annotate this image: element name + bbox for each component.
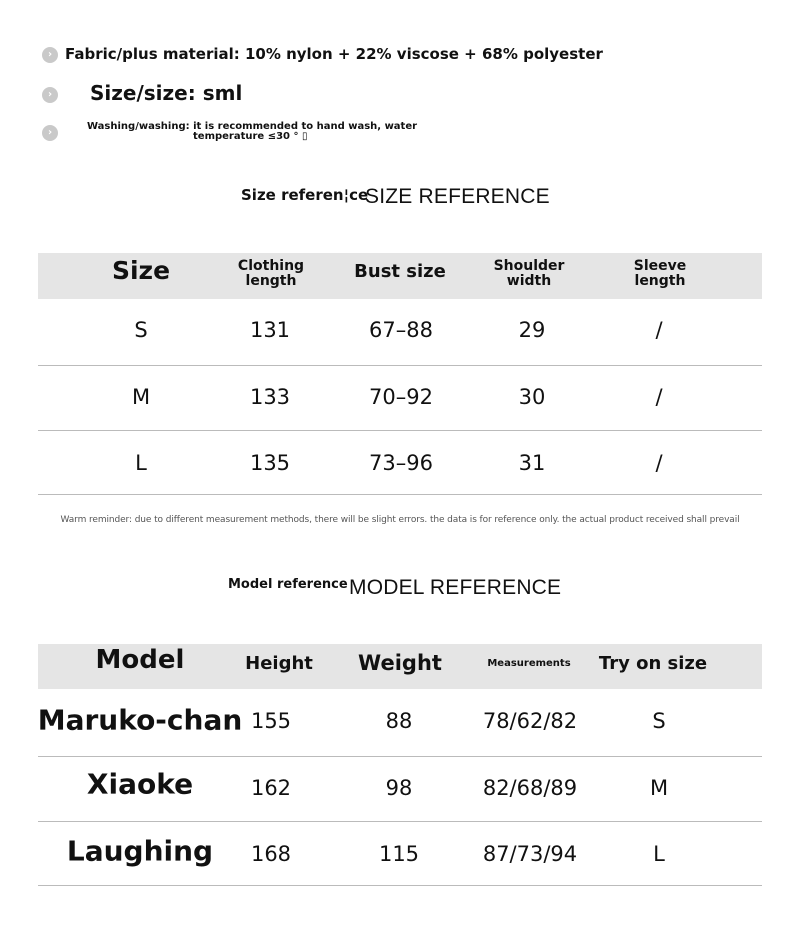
header-try-on-size: Try on size: [598, 653, 708, 674]
table-row: [38, 757, 762, 822]
header-model: Model: [95, 645, 185, 675]
model-name-cell: Xiaoke: [86, 767, 194, 801]
height-cell: 162: [250, 776, 292, 800]
shoulder-cell: 31: [518, 451, 546, 475]
sleeve-cell: /: [655, 318, 663, 342]
model-reference-title-big: MODEL REFERENCE: [349, 576, 562, 599]
try-on-size-cell: L: [653, 842, 665, 866]
size-reference-title-small: Size referen¦ce: [241, 186, 369, 204]
size-cell: L: [135, 451, 147, 475]
header-size: Size: [111, 256, 171, 285]
weight-cell: 98: [385, 776, 413, 800]
bust-cell: 67–88: [369, 318, 433, 342]
header-shoulder-width-line1: Shoulder: [493, 258, 565, 274]
table-row: [38, 366, 762, 431]
sleeve-cell: /: [655, 385, 663, 409]
model-table-header: [38, 644, 762, 689]
header-sleeve-length-line1: Sleeve: [633, 258, 687, 274]
header-clothing-length-line1: Clothing: [237, 258, 305, 274]
header-shoulder-width: [494, 259, 565, 288]
try-on-size-cell: M: [649, 776, 669, 800]
table-row: [38, 689, 762, 757]
bust-cell: 70–92: [369, 385, 433, 409]
chevron-right-icon: ›: [42, 47, 58, 63]
height-cell: 168: [250, 842, 292, 866]
length-cell: 131: [249, 318, 291, 342]
weight-cell: 88: [385, 709, 413, 733]
washing-info-line1: Washing/washing: it is recommended to hand wash, water: [87, 121, 418, 132]
washing-info-line2: temperature ≤30 ° ▯: [193, 131, 308, 142]
chevron-right-icon: ›: [42, 87, 58, 103]
header-clothing-length-line2: length: [245, 272, 297, 289]
measurements-cell: 78/62/82: [482, 709, 578, 733]
header-clothing-length: [238, 259, 304, 288]
size-reference-title-big: SIZE REFERENCE: [365, 185, 550, 208]
bust-cell: 73–96: [369, 451, 433, 475]
shoulder-cell: 29: [518, 318, 546, 342]
measurements-cell: 87/73/94: [482, 842, 578, 866]
sleeve-cell: /: [655, 451, 663, 475]
weight-cell: 115: [378, 842, 420, 866]
length-cell: 133: [249, 385, 291, 409]
header-measurements: Measurements: [487, 658, 571, 669]
model-reference-title-small: Model reference: [228, 577, 348, 592]
size-cell: S: [134, 318, 148, 342]
height-cell: 155: [250, 709, 292, 733]
shoulder-cell: 30: [518, 385, 546, 409]
chevron-right-icon: ›: [42, 125, 58, 141]
header-bust-size: Bust size: [354, 261, 446, 282]
try-on-size-cell: S: [652, 709, 666, 733]
header-sleeve-length: [634, 259, 687, 288]
measurements-cell: 82/68/89: [482, 776, 578, 800]
size-table-header: [38, 253, 762, 299]
warm-reminder-note: Warm reminder: due to different measurement methods, there will be slight errors. the data is for reference only. the actual product received shall prevail: [60, 515, 740, 525]
length-cell: 135: [249, 451, 291, 475]
size-info: Size/size: sml: [90, 81, 243, 105]
table-row: [38, 822, 762, 886]
size-cell: M: [131, 385, 151, 409]
model-name-cell: Laughing: [66, 834, 214, 868]
fabric-info: Fabric/plus material: 10% nylon + 22% viscose + 68% polyester: [65, 45, 603, 63]
header-shoulder-width-line2: width: [506, 272, 552, 289]
header-weight: Weight: [358, 651, 442, 675]
model-name-cell: Maruko-chan: [37, 703, 243, 737]
table-row: [38, 299, 762, 366]
table-row: [38, 431, 762, 495]
header-height: Height: [245, 653, 313, 674]
header-sleeve-length-line2: length: [634, 272, 686, 289]
